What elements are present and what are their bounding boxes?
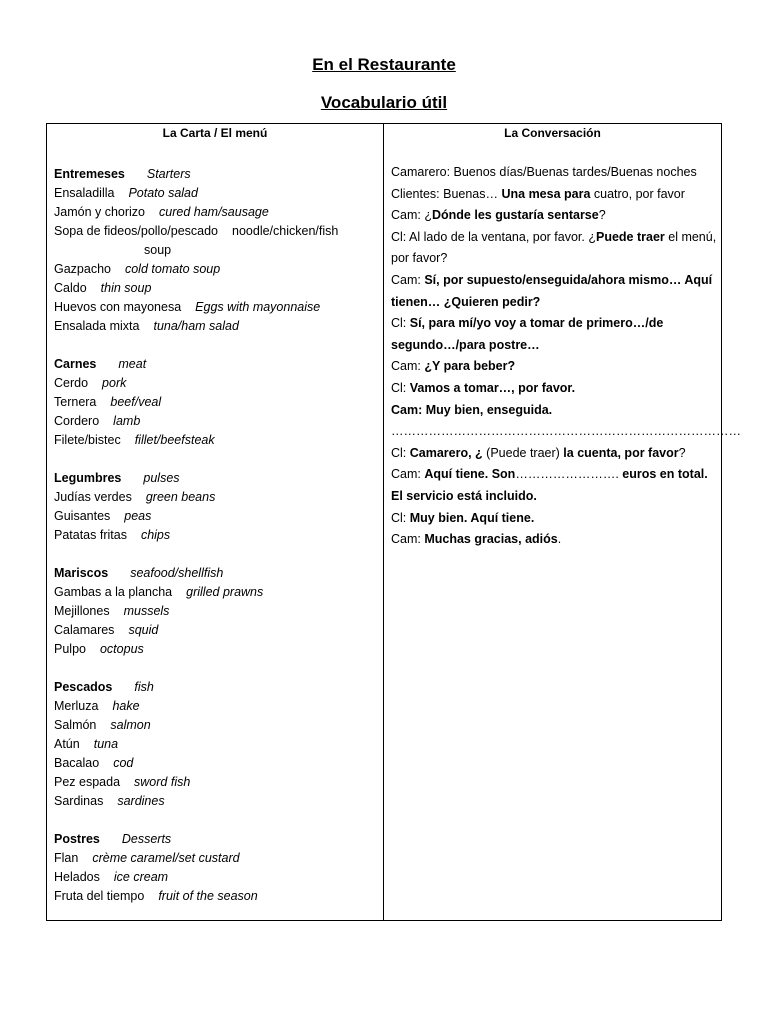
menu-item-spanish: Caldo bbox=[54, 281, 87, 295]
conversation-phrase-bold: Dónde les gustaría sentarse bbox=[431, 208, 599, 223]
menu-item-english: lamb bbox=[113, 414, 141, 428]
menu-item-english: chips bbox=[140, 528, 171, 542]
menu-item bbox=[54, 773, 383, 792]
conversation-text: Cam: bbox=[391, 532, 425, 547]
menu-item-spanish: Salmón bbox=[54, 718, 97, 732]
menu-item bbox=[54, 393, 383, 412]
menu-item-spanish: Guisantes bbox=[54, 509, 111, 523]
section-heading-es: Carnes bbox=[54, 357, 97, 371]
conversation-text: Cam: ¿ bbox=[391, 208, 432, 223]
section-heading-es: Postres bbox=[54, 832, 100, 846]
conversation-line bbox=[391, 313, 721, 356]
menu-section-heading bbox=[54, 830, 383, 849]
section-heading-en: Desserts bbox=[121, 832, 172, 846]
menu-item-english: squid bbox=[128, 623, 159, 637]
conversation-text: (Puede traer) bbox=[482, 445, 564, 460]
menu-item-spanish: Ensalada mixta bbox=[54, 319, 140, 333]
conversation-line bbox=[391, 162, 721, 184]
menu-item-spanish: Gazpacho bbox=[54, 262, 111, 276]
menu-item-spanish: Filete/bistec bbox=[54, 433, 121, 447]
menu-item-english: Potato salad bbox=[128, 186, 198, 200]
menu-item-spanish: Bacalao bbox=[54, 756, 100, 770]
conversation-text: cuatro, por favor bbox=[590, 186, 685, 201]
menu-item-english: sword fish bbox=[134, 775, 191, 789]
menu-item bbox=[54, 792, 383, 811]
menu-item-english-continued: soup bbox=[144, 243, 172, 257]
menu-item bbox=[54, 526, 383, 545]
conversation-column-header: La Conversación bbox=[504, 126, 601, 140]
menu-item bbox=[54, 602, 383, 621]
menu-item-spanish: Cordero bbox=[54, 414, 100, 428]
menu-item bbox=[54, 849, 383, 868]
conversation-text: Cl: bbox=[391, 445, 410, 460]
conversation-phrase-bold: Aquí tiene. Son bbox=[424, 467, 516, 482]
conversation-text: el menú, por favor? bbox=[391, 229, 717, 266]
conversation-phrase-bold: Una mesa para bbox=[501, 186, 591, 201]
conversation-line bbox=[391, 464, 721, 507]
menu-item-spanish: Helados bbox=[54, 870, 100, 884]
menu-list bbox=[47, 146, 383, 906]
menu-section-heading bbox=[54, 564, 383, 583]
conversation-text: ? bbox=[598, 208, 606, 223]
menu-item-english: mussels bbox=[123, 604, 170, 618]
menu-item bbox=[54, 412, 383, 431]
menu-section-heading bbox=[54, 678, 383, 697]
conversation-text: Cam: bbox=[391, 272, 425, 287]
menu-item-english: noodle/chicken/fish bbox=[232, 224, 339, 238]
menu-item bbox=[54, 507, 383, 526]
conversation-phrase-bold: la cuenta, por favor bbox=[563, 445, 679, 460]
menu-item-english: thin soup bbox=[100, 281, 152, 295]
menu-item-spanish: Merluza bbox=[54, 699, 99, 713]
conversation-phrase-bold: Puede traer bbox=[595, 229, 665, 244]
menu-item bbox=[54, 887, 383, 906]
section-spacer bbox=[54, 659, 383, 678]
menu-item bbox=[54, 868, 383, 887]
menu-item bbox=[54, 222, 383, 260]
menu-item bbox=[54, 754, 383, 773]
menu-item bbox=[54, 583, 383, 602]
menu-item-spanish: Flan bbox=[54, 851, 79, 865]
menu-item-english: beef/veal bbox=[110, 395, 162, 409]
menu-column-header: La Carta / El menú bbox=[162, 126, 268, 140]
menu-item-spanish: Ternera bbox=[54, 395, 97, 409]
document-subtitle: Vocabulario útil bbox=[320, 93, 448, 112]
menu-item-english: peas bbox=[124, 509, 152, 523]
conversation-text: Cam: bbox=[391, 467, 425, 482]
menu-item bbox=[54, 317, 383, 336]
section-heading-es: Entremeses bbox=[54, 167, 125, 181]
section-spacer bbox=[54, 545, 383, 564]
menu-item-spanish: Atún bbox=[54, 737, 80, 751]
conversation-phrase-bold: Vamos a tomar…, por favor. bbox=[409, 380, 576, 395]
menu-item-english: cold tomato soup bbox=[124, 262, 221, 276]
menu-item-spanish: Huevos con mayonesa bbox=[54, 300, 182, 314]
menu-item-english: cod bbox=[113, 756, 134, 770]
menu-item bbox=[54, 716, 383, 735]
menu-item bbox=[54, 431, 383, 450]
conversation-line bbox=[391, 378, 721, 400]
menu-item-spanish: Ensaladilla bbox=[54, 186, 115, 200]
menu-item-spanish: Sardinas bbox=[54, 794, 104, 808]
conversation-line bbox=[391, 205, 721, 227]
section-spacer bbox=[54, 450, 383, 469]
menu-item bbox=[54, 203, 383, 222]
menu-item-spanish: Fruta del tiempo bbox=[54, 889, 145, 903]
menu-item-spanish: Jamón y chorizo bbox=[54, 205, 146, 219]
section-heading-es: Pescados bbox=[54, 680, 113, 694]
conversation-body bbox=[384, 146, 741, 551]
menu-item-spanish: Patatas fritas bbox=[54, 528, 127, 542]
menu-item-spanish: Cerdo bbox=[54, 376, 89, 390]
menu-item-english: crème caramel/set custard bbox=[92, 851, 240, 865]
menu-item bbox=[54, 260, 383, 279]
section-heading-en: seafood/shellfish bbox=[130, 566, 224, 580]
conversation-line bbox=[391, 356, 721, 378]
section-heading-es: Legumbres bbox=[54, 471, 122, 485]
conversation-text: Cl: Al lado de la ventana, por favor. ¿ bbox=[391, 229, 596, 244]
menu-item bbox=[54, 621, 383, 640]
vocabulary-table bbox=[46, 123, 741, 921]
menu-item bbox=[54, 640, 383, 659]
menu-item-english: hake bbox=[112, 699, 140, 713]
conversation-phrase-bold: Cam: Muy bien, enseguida. bbox=[391, 402, 553, 417]
menu-item bbox=[54, 735, 383, 754]
document-title: En el Restaurante bbox=[312, 55, 456, 74]
menu-item-english: cured ham/sausage bbox=[159, 205, 269, 219]
menu-item-spanish: Calamares bbox=[54, 623, 115, 637]
menu-column bbox=[47, 124, 384, 921]
menu-item-english: green beans bbox=[145, 490, 216, 504]
conversation-phrase-bold: Sí, por supuesto/enseguida/ahora mismo… Aquí tienen… ¿Quieren pedir? bbox=[391, 272, 713, 309]
conversation-text: Cl: bbox=[391, 510, 410, 525]
menu-item-english: pork bbox=[102, 376, 127, 390]
menu-item-english: fruit of the season bbox=[158, 889, 258, 903]
conversation-phrase-bold: Camarero, ¿ bbox=[409, 445, 483, 460]
menu-item-spanish: Gambas a la plancha bbox=[54, 585, 173, 599]
conversation-line bbox=[391, 400, 721, 422]
conversation-column bbox=[384, 124, 741, 921]
menu-item-english: tuna/ham salad bbox=[153, 319, 239, 333]
section-spacer bbox=[54, 811, 383, 830]
menu-item-english: sardines bbox=[117, 794, 165, 808]
conversation-text: Cl: bbox=[391, 316, 410, 331]
menu-item-english: salmon bbox=[110, 718, 151, 732]
conversation-text: Camarero: Buenos días/Buenas tardes/Buenas noches bbox=[391, 165, 697, 179]
conversation-phrase-bold: euros en total. El servicio está incluido. bbox=[391, 467, 708, 503]
section-spacer bbox=[54, 336, 383, 355]
menu-item-english: grilled prawns bbox=[186, 585, 264, 599]
conversation-line bbox=[391, 184, 721, 206]
menu-item bbox=[54, 488, 383, 507]
conversation-text: ……………………. bbox=[515, 467, 619, 482]
menu-item-english: ice cream bbox=[113, 870, 169, 884]
conversation-line bbox=[391, 443, 721, 465]
menu-item bbox=[54, 279, 383, 298]
menu-section-heading bbox=[54, 355, 383, 374]
conversation-lines bbox=[391, 162, 741, 551]
menu-item-english: Eggs with mayonnaise bbox=[195, 300, 321, 314]
menu-item bbox=[54, 697, 383, 716]
section-heading-en: fish bbox=[134, 680, 154, 694]
menu-item-english: fillet/beefsteak bbox=[134, 433, 215, 447]
conversation-line bbox=[391, 421, 741, 443]
menu-item-spanish: Pulpo bbox=[54, 642, 86, 656]
menu-item bbox=[54, 298, 383, 317]
conversation-text: Cl: bbox=[391, 380, 410, 395]
conversation-line bbox=[391, 508, 721, 530]
conversation-line bbox=[391, 529, 721, 551]
menu-item-english: tuna bbox=[93, 737, 119, 751]
menu-section-heading bbox=[54, 469, 383, 488]
conversation-phrase-bold: Muchas gracias, adiós bbox=[424, 532, 558, 547]
conversation-text: Clientes: Buenas… bbox=[391, 186, 502, 201]
conversation-text: . bbox=[557, 532, 562, 547]
menu-item-english: octopus bbox=[99, 642, 144, 656]
section-spacer bbox=[54, 146, 383, 165]
menu-section-heading bbox=[54, 165, 383, 184]
menu-item-spanish: Sopa de fideos/pollo/pescado bbox=[54, 224, 219, 238]
conversation-line bbox=[391, 227, 721, 270]
menu-item bbox=[54, 374, 383, 393]
menu-item-spanish: Pez espada bbox=[54, 775, 121, 789]
menu-item-spanish: Mejillones bbox=[54, 604, 110, 618]
conversation-text: ? bbox=[678, 445, 686, 460]
section-heading-es: Mariscos bbox=[54, 566, 109, 580]
menu-item bbox=[54, 184, 383, 203]
section-heading-en: Starters bbox=[146, 167, 191, 181]
conversation-text: Cam: bbox=[391, 359, 425, 374]
conversation-phrase-bold: Muy bien. Aquí tiene. bbox=[409, 510, 535, 525]
section-heading-en: meat bbox=[118, 357, 147, 371]
menu-item-spanish: Judías verdes bbox=[54, 490, 132, 504]
section-heading-en: pulses bbox=[143, 471, 180, 485]
conversation-phrase-bold: ¿Y para beber? bbox=[424, 359, 516, 374]
conversation-text: ………………………………………………………………………… bbox=[391, 424, 741, 439]
conversation-phrase-bold: Sí, para mí/yo voy a tomar de primero…/de segundo…/para postre… bbox=[391, 316, 664, 352]
conversation-line bbox=[391, 270, 721, 313]
